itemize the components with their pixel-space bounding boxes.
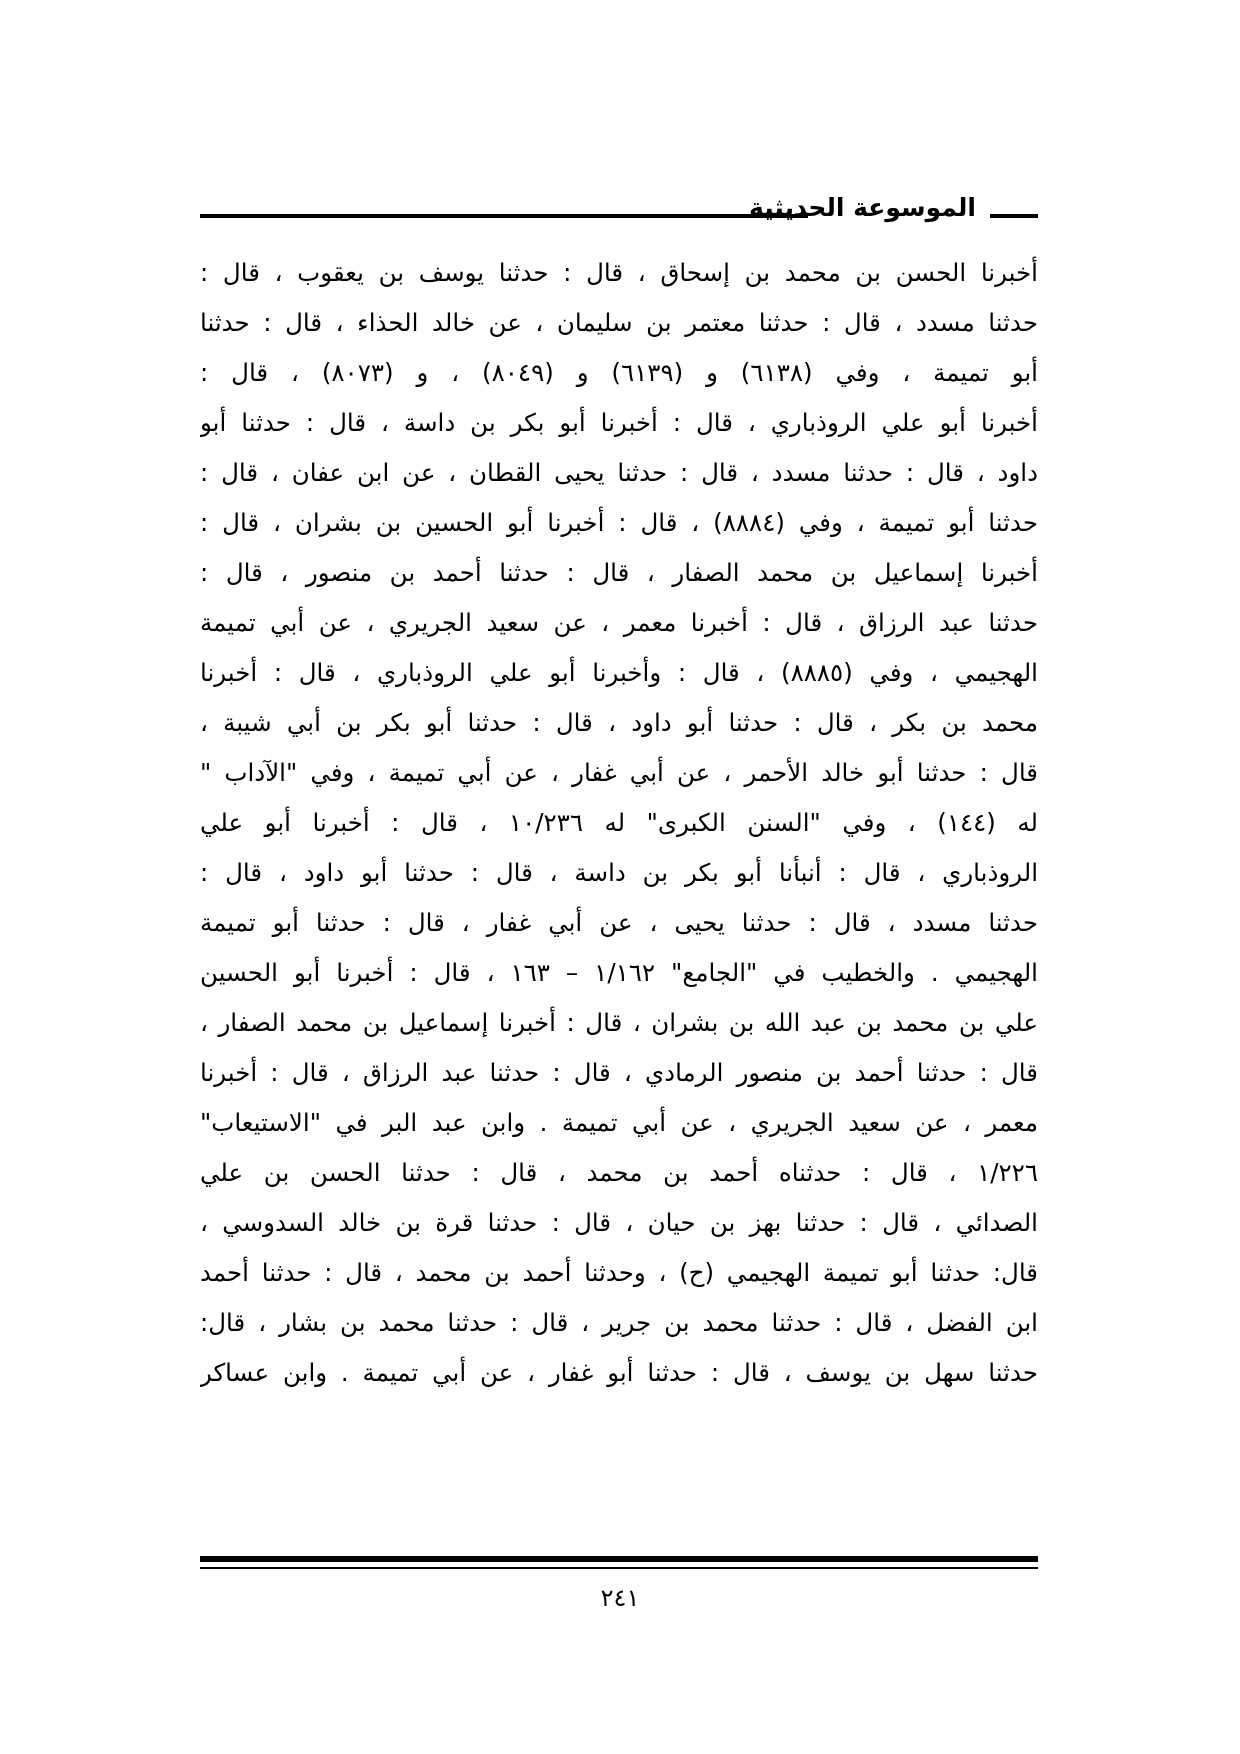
text-line-19: ١/٢٢٦ ، قال : حدثناه أحمد بن محمد ، قال : حدثنا الحسن بن علي [200,1158,1038,1187]
header-rule-right [990,214,1038,218]
text-line-21: قال: حدثنا أبو تميمة الهجيمي (ح) ، وحدثنا أحمد بن محمد ، قال : حدثنا أحمد [200,1258,1038,1287]
footer-rule-thick [200,1556,1038,1562]
running-header [200,188,1038,228]
page-number: ٢٤١ [600,1584,640,1612]
text-line-16: علي بن محمد بن عبد الله بن بشران ، قال : أخبرنا إسماعيل بن محمد الصفار ، [200,1008,1038,1037]
text-line-20: الصدائي ، قال : حدثنا بهز بن حيان ، قال : حدثنا قرة بن خالد السدوسي ، [200,1208,1038,1237]
text-line-9: الهجيمي ، وفي (٨٨٨٥) ، قال : وأخبرنا أبو علي الروذباري ، قال : أخبرنا [200,658,1038,687]
text-line-10: محمد بن بكر ، قال : حدثنا أبو داود ، قال : حدثنا أبو بكر بن أبي شيبة ، [200,708,1038,737]
text-line-2: حدثنا مسدد ، قال : حدثنا معتمر بن سليمان ، عن خالد الحذاء ، قال : حدثنا [200,308,1038,337]
text-line-4: أخبرنا أبو علي الروذباري ، قال : أخبرنا أبو بكر بن داسة ، قال : حدثنا أبو [200,408,1038,437]
text-line-12: له (١٤٤) ، وفي "السنن الكبرى" له ١٠/٢٣٦ ، قال : أخبرنا أبو علي [200,808,1038,837]
text-line-6: حدثنا أبو تميمة ، وفي (٨٨٨٤) ، قال : أخبرنا أبو الحسين بن بشران ، قال : [200,508,1038,537]
text-line-23: حدثنا سهل بن يوسف ، قال : حدثنا أبو غفار ، عن أبي تميمة . وابن عساكر [200,1358,1038,1387]
text-line-3: أبو تميمة ، وفي (٦١٣٨) و (٦١٣٩) و (٨٠٤٩) ، و (٨٠٧٣) ، قال : [200,358,1038,387]
text-line-8: حدثنا عبد الرزاق ، قال : أخبرنا معمر ، عن سعيد الجريري ، عن أبي تميمة [200,608,1038,637]
text-line-7: أخبرنا إسماعيل بن محمد الصفار ، قال : حدثنا أحمد بن منصور ، قال : [200,558,1038,587]
footer-rule-thin [200,1567,1038,1569]
text-line-14: حدثنا مسدد ، قال : حدثنا يحيى ، عن أبي غفار ، قال : حدثنا أبو تميمة [200,908,1038,937]
text-line-18: معمر ، عن سعيد الجريري ، عن أبي تميمة . وابن عبد البر في "الاستيعاب" [200,1108,1038,1137]
text-line-17: قال : حدثنا أحمد بن منصور الرمادي ، قال : حدثنا عبد الرزاق ، قال : أخبرنا [200,1058,1038,1087]
text-line-22: ابن الفضل ، قال : حدثنا محمد بن جرير ، قال : حدثنا محمد بن بشار ، قال: [200,1308,1038,1337]
text-line-13: الروذباري ، قال : أنبأنا أبو بكر بن داسة ، قال : حدثنا أبو داود ، قال : [200,858,1038,887]
text-line-1: أخبرنا الحسن بن محمد بن إسحاق ، قال : حدثنا يوسف بن يعقوب ، قال : [200,258,1038,287]
header-title: الموسوعة الحديثية [749,193,976,222]
body-text [200,248,1038,1528]
text-line-11: قال : حدثنا أبو خالد الأحمر ، عن أبي غفار ، عن أبي تميمة ، وفي "الآداب " [200,758,1038,787]
text-line-15: الهجيمي . والخطيب في "الجامع" ١/١٦٢ – ١٦٣ ، قال : أخبرنا أبو الحسين [200,958,1038,987]
text-line-5: داود ، قال : حدثنا مسدد ، قال : حدثنا يحيى القطان ، عن ابن عفان ، قال : [200,458,1038,487]
header-rule-left [200,214,808,218]
